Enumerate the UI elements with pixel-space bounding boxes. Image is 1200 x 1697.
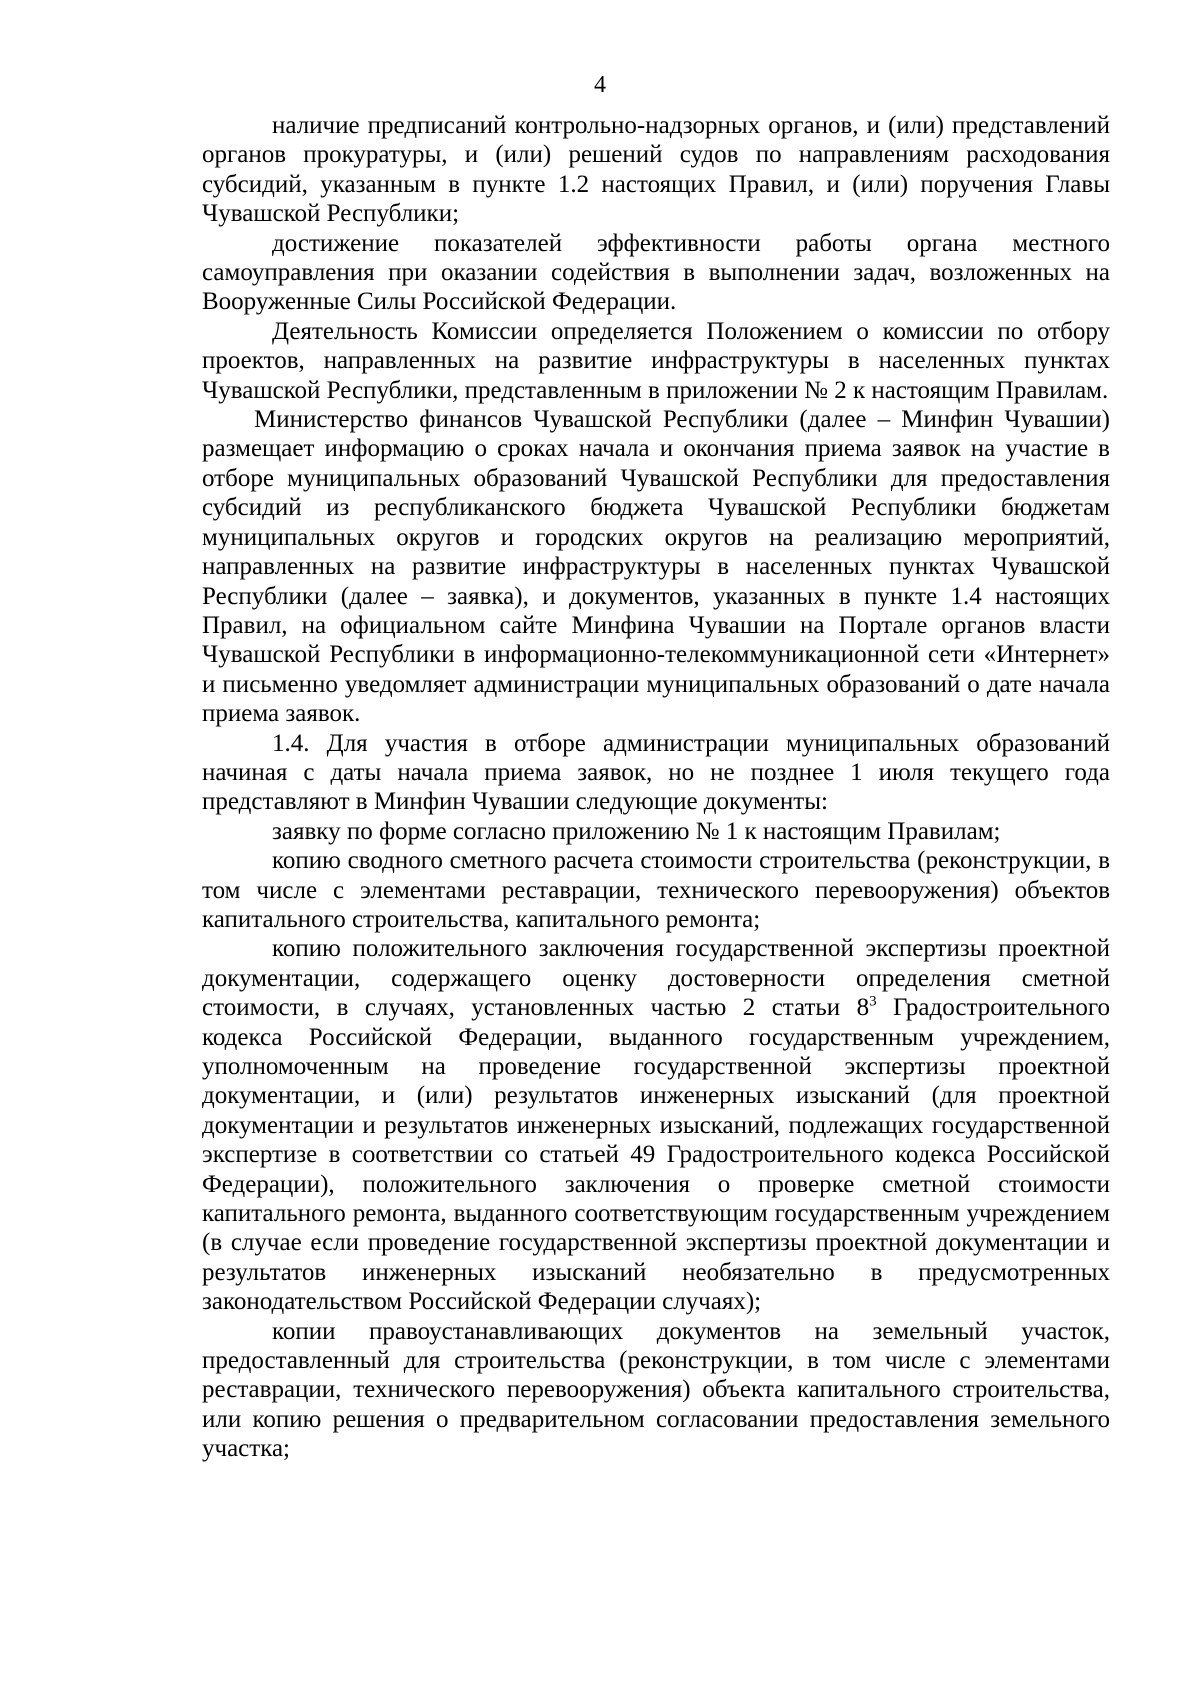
document-body	[202, 111, 1110, 1464]
paragraph-commission-activity: Деятельность Комиссии определяется Положением о комиссии по отбору проектов, направленных на развитие инфраструктуры в населенных пунктах Чувашской Республики, представленным в приложении № 2 к настоящим Правилам.	[202, 317, 1110, 404]
expertise-text-before: копию положительного заключения государственной экспертизы проектной документации, содержащего оценку достоверности определения сметной стоимости, в случаях, установленных частью 2 статьи 8	[202, 935, 1110, 1022]
paragraph-section-1-4: 1.4. Для участия в отборе администрации муниципальных образований начиная с даты начала приема заявок, но не позднее 1 июля текущего года представляют в Минфин Чувашии следующие документы:	[202, 729, 1110, 816]
page-number: 4	[594, 72, 606, 98]
paragraph-performance-indicators: достижение показателей эффективности работы органа местного самоуправления при оказании содействия в выполнении задач, возложенных на Вооруженные Силы Российской Федерации.	[202, 229, 1110, 316]
paragraph-land-documents: копии правоустанавливающих документов на земельный участок, предоставленный для строительства (реконструкции, в том числе с элементами реставрации, технического перевооружения) объекта капитального строительства, или копию решения о предварительном согласовании предоставления земельного участка;	[202, 1317, 1110, 1463]
article-superscript: 3	[869, 993, 877, 1010]
paragraph-application-form: заявку по форме согласно приложению № 1 к настоящим Правилам;	[272, 817, 1001, 845]
paragraph-ministry-of-finance: Министерство финансов Чувашской Республики (далее – Минфин Чувашии) размещает информацию о сроках начала и окончания приема заявок на участие в отборе муниципальных образований Чувашской Республики для предоставления субсидий из республиканского бюджета Чувашской Республики бюджетам муниципальных округов и городских округов на реализацию мероприятий, направленных на развитие инфраструктуры в населенных пунктах Чувашской Республики (далее – заявка), и документов, указанных в пункте 1.4 настоящих Правил, на официальном сайте Минфина Чувашии на Портале органов власти Чувашской Республики в информационно-телекоммуникационной сети «Интернет» и письменно уведомляет администрации муниципальных образований о дате начала приема заявок.	[202, 406, 1110, 728]
paragraph-estimate-copy: копию сводного сметного расчета стоимости строительства (реконструкции, в том числе с элементами реставрации, технического перевооружения) объектов капитального строительства, капитального ремонта;	[202, 847, 1110, 933]
paragraph-state-expertise	[202, 934, 1110, 1316]
paragraph-prescriptions: наличие предписаний контрольно-надзорных органов, и (или) представлений органов прокуратуры, и (или) решений судов по направлениям расходования субсидий, указанным в пункте 1.2 настоящих Правил, и (или) поручения Главы Чувашской Республики;	[202, 112, 1110, 228]
expertise-text-after: Градостроительного кодекса Российской Федерации, выданного государственным учреждением, уполномоченным на проведение государственной экспертизы проектной документации, и (или) результатов инженерных изысканий (для проектной документации и результатов инженерных изысканий, подлежащих государственной экспертизе в соответствии со статьей 49 Градостроительного кодекса Российской Федерации), положительного заключения о проверке сметной стоимости капитального ремонта, выданного соответствующим государственным учреждением (в случае если проведение государственной экспертизы проектной документации и результатов инженерных изысканий необязательно в предусмотренных законодательством Российской Федерации случаях);	[202, 994, 1110, 1316]
